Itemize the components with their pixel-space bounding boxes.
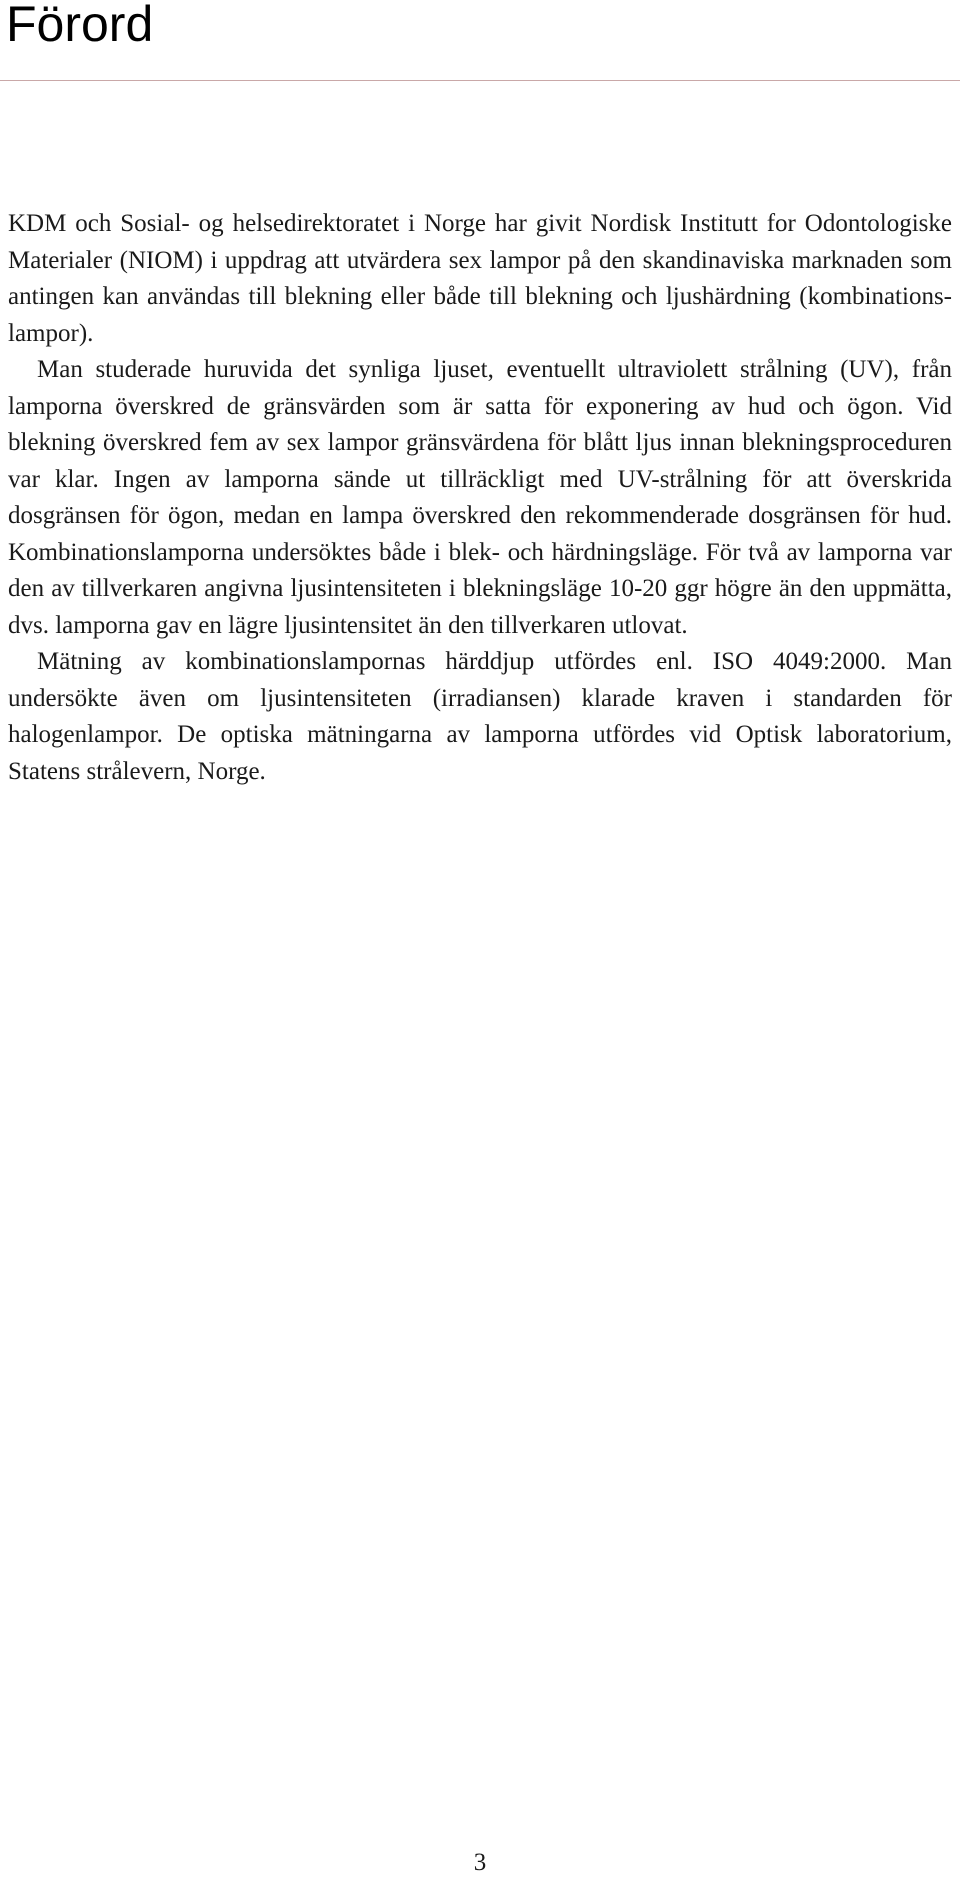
- paragraph-methods: Mätning av kombinationslampornas härddjup utfördes enl. ISO 4049:2000. Man undersökte även om ljusintensiteten (irradiansen) klarade kraven i standarden för halogenlampor. De optiska mätningarna av lamporna utfördes vid Optisk laboratorium, Statens strålevern, Norge.: [8, 648, 952, 785]
- page-title: Förord: [6, 0, 154, 52]
- paragraph-intro: KDM och Sosial- og helsedirektoratet i Norge har givit Nordisk Institutt for Odontologiske Materialer (NIOM) i uppdrag att utvärdera sex lampor på den skandinaviska marknaden som antingen kan användas till blekning eller både till blekning och ljushärdning (kombinations-lampor).: [8, 210, 952, 347]
- body-text: [8, 206, 952, 790]
- heading-rule: [0, 80, 960, 81]
- paragraph-findings: Man studerade huruvida det synliga ljuset, eventuellt ultraviolett strålning (UV), från lamporna överskred de gränsvärden som är satta för exponering av hud och ögon. Vid blekning överskred fem av sex lampor gränsvärdena för blått ljus innan blekningsproceduren var klar. Ingen av lamporna sände ut tillräckligt med UV-strålning för att överskrida dosgränsen för ögon, medan en lampa överskred den rekommenderade dosgränsen för hud. Kombinationslamporna undersöktes både i blek- och härdningsläge. För två av lamporna var den av tillverkaren angivna ljusintensiteten i blekningsläge 10-20 ggr högre än den uppmätta, dvs. lamporna gav en lägre ljusintensitet än den tillverkaren utlovat.: [8, 356, 952, 639]
- page-number: 3: [473, 1849, 487, 1876]
